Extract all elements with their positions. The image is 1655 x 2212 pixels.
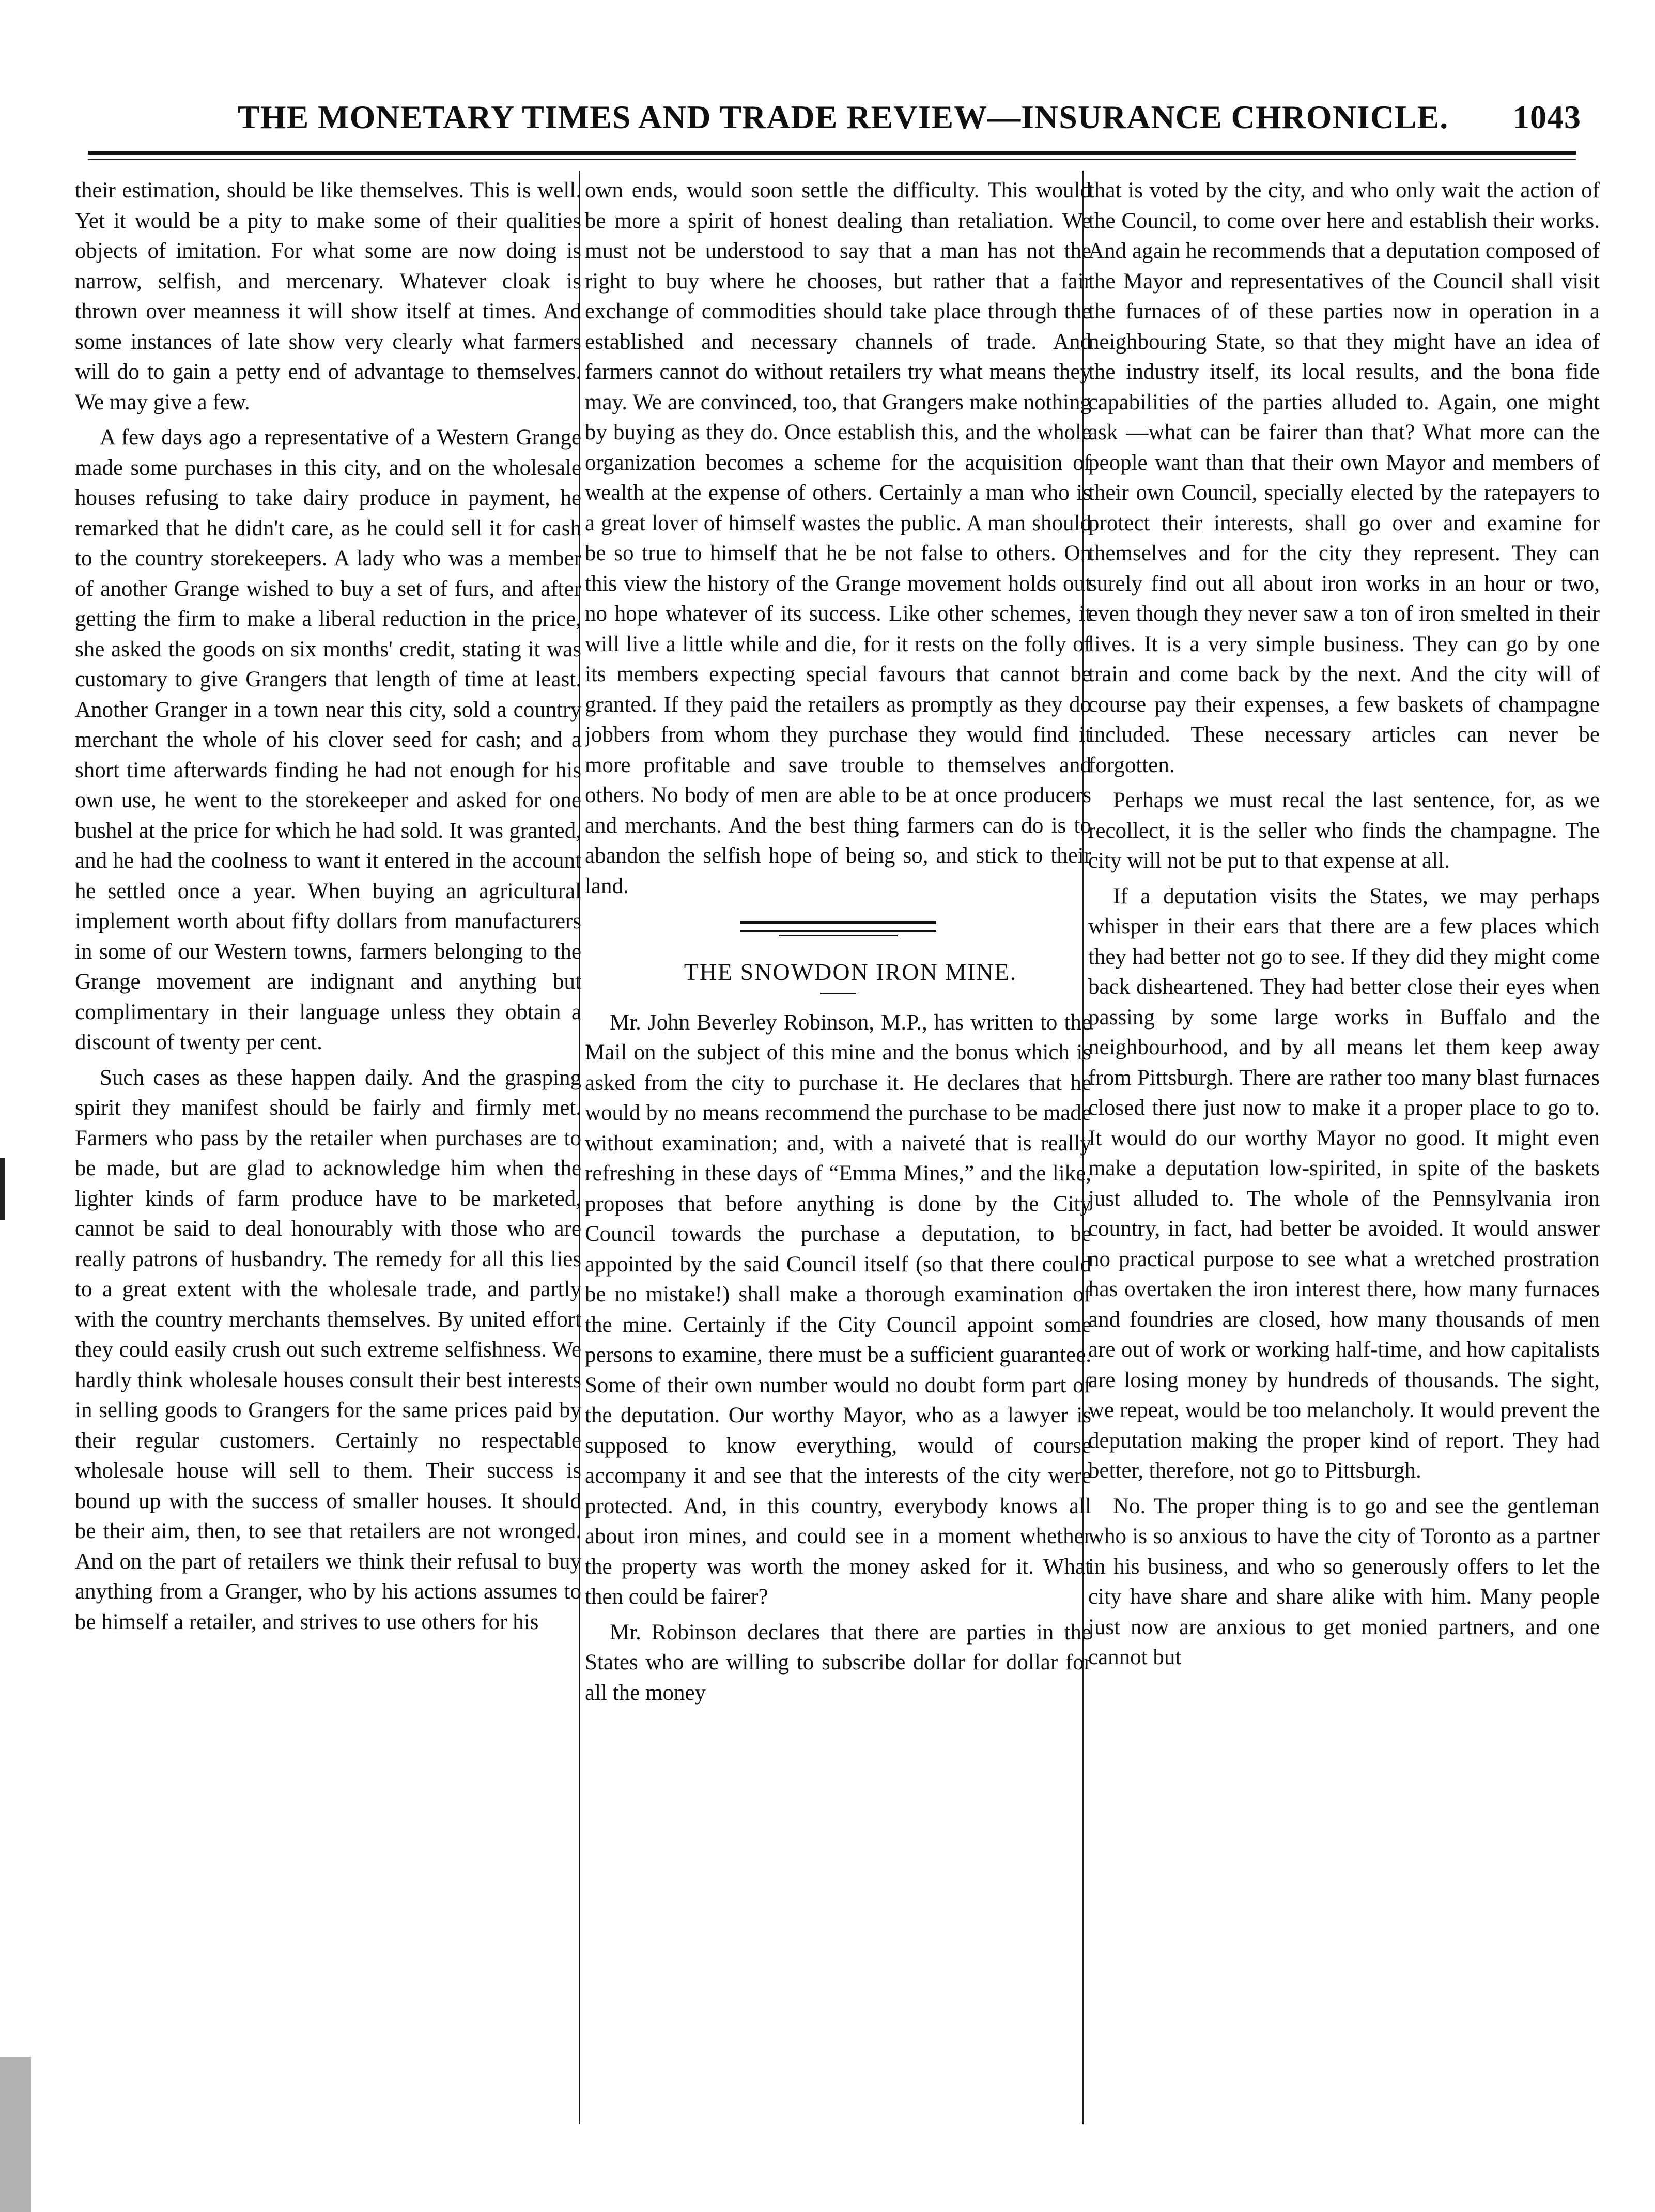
page-header — [83, 98, 1581, 145]
section-divider-rule — [779, 935, 898, 936]
paragraph: that is voted by the city, and who only wait the action of the Council, to come over here and establish their works. And again he recommends that a deputation composed of the Mayor and representatives of the Council shall visit the furnaces of of these parties now in operation in a neighbouring State, so that they might have an idea of the industry itself, its local results, and the bona fide capabilities of the parties alluded to. Again, one might ask —what can be fairer than that? What more can the people want than that their own Mayor and members of their own Council, specially elected by the ratepayers to protect their interests, shall go over and examine for themselves and for the city they represent. They can surely find out all about iron works in an hour or two, even though they never saw a ton of iron smelted in their lives. It is a very simple business. They can go by one train and come back by the next. And the city will of course pay their expenses, a few baskets of champagne included. These necessary articles can never be forgotten. — [1088, 178, 1600, 777]
paragraph: If a deputation visits the States, we may perhaps whisper in their ears that there are a few places which they had better not go to see. If they did they might come back disheartened. They had better close their eyes when passing by some large works in Buffalo and the neighbourhood, and by all means let them keep away from Pittsburgh. There are rather too many blast furnaces closed there just now to make it a proper place to go to. It would do our worthy Mayor no good. It might even make a deputation low-spirited, in spite of the baskets just alluded to. The whole of the Pennsylvania iron country, in fact, had better be avoided. It would answer no practical purpose to see what a wretched prostration has overtaken the iron interest there, how many furnaces and foundries are closed, how many thousands of men are out of work or working half-time, and how capitalists are losing money by hundreds of thousands. The sight, we repeat, would be too melancholy. It would prevent the deputation making the proper kind of report. They had better, therefore, not go to Pittsburgh. — [1088, 884, 1600, 1483]
scan-edge-mark — [0, 2057, 31, 2212]
column-1 — [75, 176, 581, 2129]
publication-title: THE MONETARY TIMES AND TRADE REVIEW—INSURANCE CHRONICLE. — [238, 99, 1449, 135]
article-title: THE SNOWDON IRON MINE. — [684, 959, 1017, 985]
paragraph: their estimation, should be like themselves. This is well. Yet it would be a pity to make some of their qualities objects of imitation. For what some are now doing is narrow, selfish, and mercenary. Whatever cloak is thrown over meanness it will show itself at times. And some instances of late show very clearly what farmers will do to gain a petty end of advantage to themselves. We may give a few. — [75, 178, 581, 414]
paragraph: Such cases as these happen daily. And the grasping spirit they manifest should be fairly and firmly met. Farmers who pass by the retailer when purchases are to be made, but are glad to acknowledge him when the lighter kinds of farm produce have to be marketed, cannot be said to deal honourably with those who are really patrons of husbandry. The remedy for all this lies to a great extent with the wholesale trade, and partly with the country merchants themselves. By united effort they could easily crush out such extreme selfishness. We hardly think wholesale houses consult their best interests in selling goods to Grangers for the same prices paid by their regular customers. Certainly no respectable wholesale house will sell to them. Their success is bound up with the success of smaller houses. It should be their aim, then, to see that retailers are not wronged. And on the part of retailers we think their refusal to buy anything from a Granger, who by his actions assumes to be himself a retailer, and strives to use others for his — [75, 1065, 581, 1634]
paragraph: own ends, would soon settle the difficulty. This would be more a spirit of honest dealing than retaliation. We must not be understood to say that a man has not the right to buy where he chooses, but rather that a fair exchange of commodities should take place through the established and necessary channels of trade. And farmers cannot do without retailers try what means they may. We are convinced, too, that Grangers make nothing by buying as they do. Once establish this, and the whole organization becomes a scheme for the acquisition of wealth at the expense of others. Certainly a man who is a great lover of himself wastes the public. A man should be so true to himself that he be not false to others. On this view the history of the Grange movement holds out no hope whatever of its success. Like other schemes, it will live a little while and die, for it rests on the folly of its members expecting special favours that cannot be granted. If they paid the retailers as promptly as they do jobbers from whom they purchase they would find it more profitable and save trouble to themselves and others. No body of men are able to be at once producers and merchants. And the best thing farmers can do is to abandon the selfish hope of being so, and stick to their land. — [585, 178, 1091, 898]
header-rule-thick — [88, 151, 1576, 155]
column-2 — [585, 176, 1091, 2129]
paragraph: Perhaps we must recal the last sentence, for, as we recollect, it is the seller who finds the champagne. The city will not be put to that expense at all. — [1088, 788, 1600, 873]
header-rule-thin — [88, 159, 1576, 160]
paragraph: Mr. Robinson declares that there are parties in the States who are willing to subscribe dollar for dollar for all the money — [585, 1620, 1091, 1705]
scan-edge-mark — [0, 1158, 5, 1220]
section-divider-rule — [740, 921, 936, 932]
column-3 — [1088, 176, 1600, 2129]
paragraph: Mr. John Beverley Robinson, M.P., has written to the Mail on the subject of this mine and the bonus which is asked from the city to purchase it. He declares that he would by no means recommend the purchase to be made without examination; and, with a naiveté that is really refreshing in these days of “Emma Mines,” and the like, proposes that before anything is done by the City Council towards the purchase a deputation, to be appointed by the said Council itself (so that there could be no mistake!) shall make a thorough examination of the mine. Certainly if the City Council appoint some persons to examine, there must be a sufficient guarantee. Some of their own number would no doubt form part of the deputation. Our worthy Mayor, who as a lawyer is supposed to know everything, would of course accompany it and see that the interests of the city were protected. And, in this country, everybody knows all about iron mines, and could see in a moment whether the property was worth the money asked for it. What then could be fairer? — [585, 1010, 1091, 1609]
paragraph: No. The proper thing is to go and see the gentleman who is so anxious to have the city of Toronto as a partner in his business, and who so generously offers to let the city have share and share alike with him. Many people just now are anxious to get monied partners, and one cannot but — [1088, 1494, 1600, 1669]
title-underline — [820, 993, 856, 994]
page-number: 1043 — [1513, 99, 1581, 135]
paragraph: A few days ago a representative of a Western Grange made some purchases in this city, and on the wholesale houses refusing to take dairy produce in payment, he remarked that he didn't care, as he could sell it for cash to the country storekeepers. A lady who was a member of another Grange wished to buy a set of furs, and after getting the firm to make a liberal reduction in the price, she asked the goods on six months' credit, stating it was customary to give Grangers that length of time at least. Another Granger in a town near this city, sold a country merchant the whole of his clover seed for cash; and a short time afterwards finding he had not enough for his own use, he went to the storekeeper and asked for one bushel at the price for which he had sold. It was granted, and he had the coolness to want it entered in the account he settled once a year. When buying an agricultural implement worth about fifty dollars from manufacturers in some of our Western towns, farmers belonging to the Grange movement are indignant and anything but complimentary in their language unless they obtain a discount of twenty per cent. — [75, 425, 581, 1054]
